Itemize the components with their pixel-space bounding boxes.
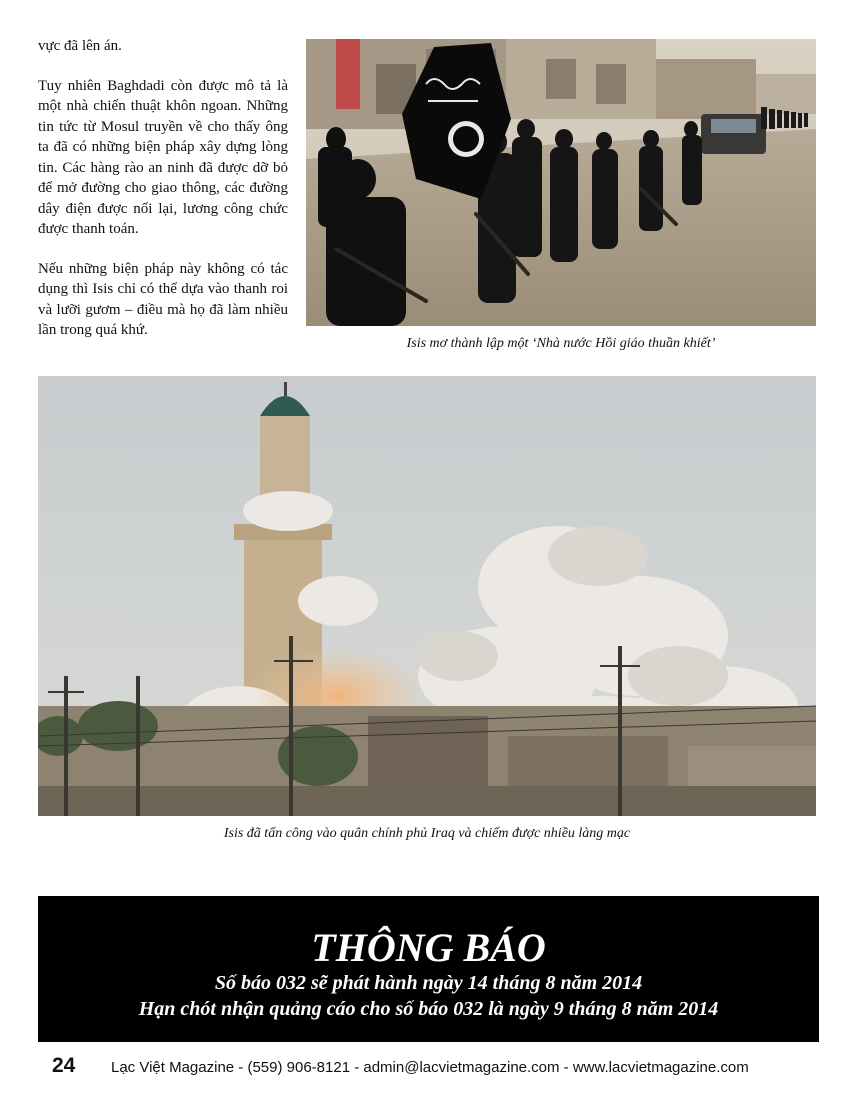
explosion-photo [38,376,816,816]
article-paragraph-1: vực đã lên án. [38,38,122,54]
bottom-photo-caption: Isis đã tấn công vào quân chính phủ Iraq và chiếm được nhiều làng mạc [223,826,631,841]
top-photo-caption: Isis mơ thành lập một ‘Nhà nước Hồi giáo thuần khiết’ [406,336,716,351]
notice-ad-deadline: Hạn chót nhận quảng cáo cho số báo 032 là ngày 9 tháng 8 năm 2014 [138,998,719,1020]
notice-box [38,896,819,1042]
page-footer [38,1054,819,1084]
article-paragraph-2: Tuy nhiên Baghdadi còn được mô tả là một nhà chiến thuật khôn ngoan. Những tin tức từ Mosul truyền về cho thấy ông ta đã có những biện pháp xây dựng lòng tin. Các hàng rào an ninh đã được dỡ bỏ để mở đường cho giao thông, các đường dây điện được nối lại, lương công chức được thanh toán. [38,77,288,237]
footer-contact-info: Lạc Việt Magazine - (559) 906-8121 - admin@lacvietmagazine.com - www.lacvietmagazine.com [111,1059,749,1076]
page-number: 24 [52,1054,76,1077]
militants-photo [306,39,816,326]
notice-title: THÔNG BÁO [311,925,546,970]
notice-release-date: Số báo 032 sẽ phát hành ngày 14 tháng 8 năm 2014 [214,972,643,994]
article-column [38,36,288,360]
article-paragraph-3: Nếu những biện pháp này không có tác dụng thì Isis chỉ có thể dựa vào thanh roi và lưỡi gươm – điều mà họ đã làm nhiều lần trong quá khứ. [38,260,288,338]
